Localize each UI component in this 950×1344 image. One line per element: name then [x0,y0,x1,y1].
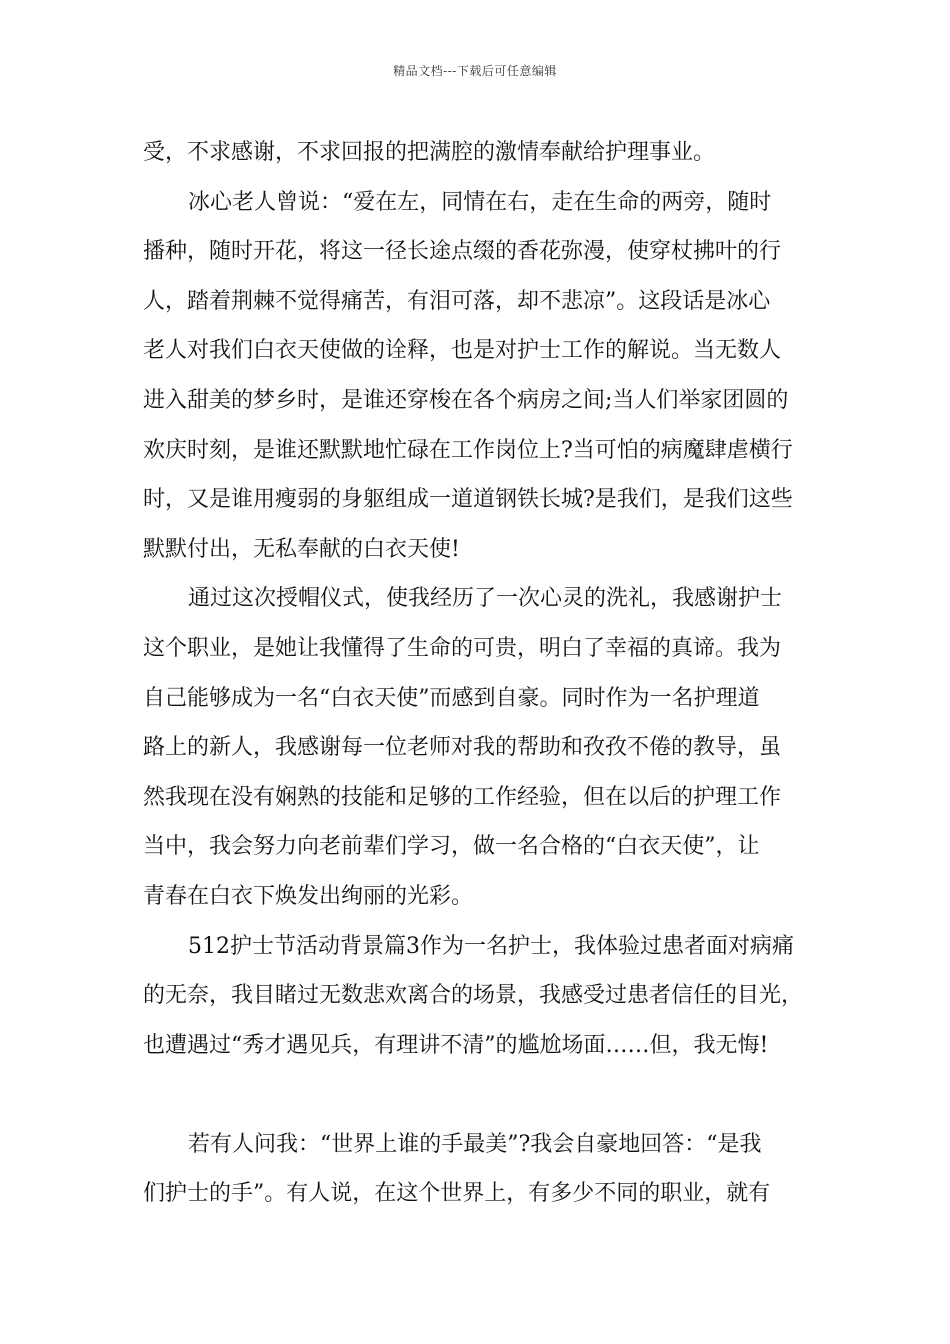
text-line: 512护士节活动背景篇3作为一名护士，我体验过患者面对病痛 [188,933,794,959]
text-line: 人，踏着荆棘不觉得痛苦，有泪可落，却不悲凉”。这段话是冰心 [143,288,771,314]
text-line: 冰心老人曾说：“爱在左，同情在右，走在生命的两旁，随时 [188,189,772,215]
text-line: 老人对我们白衣天使做的诠释，也是对护士工作的解说。当无数人 [143,338,782,364]
text-line: 的无奈，我目睹过无数悲欢离合的场景，我感受过患者信任的目光， [143,983,804,1009]
text-line: 们护士的手”。有人说，在这个世界上，有多少不同的职业，就有 [143,1181,771,1207]
text-line: 这个职业，是她让我懂得了生命的可贵，明白了幸福的真谛。我为 [143,635,782,661]
text-line: 默默付出，无私奉献的白衣天使! [143,536,460,562]
page-header: 精品文档---下载后可任意编辑 [393,64,557,78]
paragraph-gap [143,1070,811,1120]
text-line: 时，又是谁用瘦弱的身躯组成一道道钢铁长城?是我们，是我们这些 [143,487,793,513]
text-line: 若有人问我：“世界上谁的手最美”?我会自豪地回答：“是我 [188,1131,762,1157]
text-line: 路上的新人，我感谢每一位老师对我的帮助和孜孜不倦的教导，虽 [143,735,782,761]
text-line: 受，不求感谢，不求回报的把满腔的激情奉献给护理事业。 [143,140,716,165]
text-line: 自己能够成为一名“白衣天使”而感到自豪。同时作为一名护理道 [143,685,760,711]
body-text [143,128,811,1219]
text-line: 进入甜美的梦乡时，是谁还穿梭在各个病房之间;当人们举家团圆的 [143,387,789,413]
text-line: 然我现在没有娴熟的技能和足够的工作经验，但在以后的护理工作 [143,784,782,810]
text-line: 当中，我会努力向老前辈们学习，做一名合格的“白衣天使”，让 [143,834,760,860]
text-line: 也遭遇过“秀才遇见兵，有理讲不清”的尴尬场面……但，我无悔! [143,1032,769,1058]
text-line: 播种，随时开花，将这一径长途点缀的香花弥漫，使穿杖拂叶的行 [143,239,782,265]
text-line: 欢庆时刻，是谁还默默地忙碌在工作岗位上?当可怕的病魔肆虐横行 [143,437,793,463]
text-line: 通过这次授帽仪式，使我经历了一次心灵的洗礼，我感谢护士 [188,586,783,612]
text-line: 青春在白衣下焕发出绚丽的光彩。 [143,883,474,909]
